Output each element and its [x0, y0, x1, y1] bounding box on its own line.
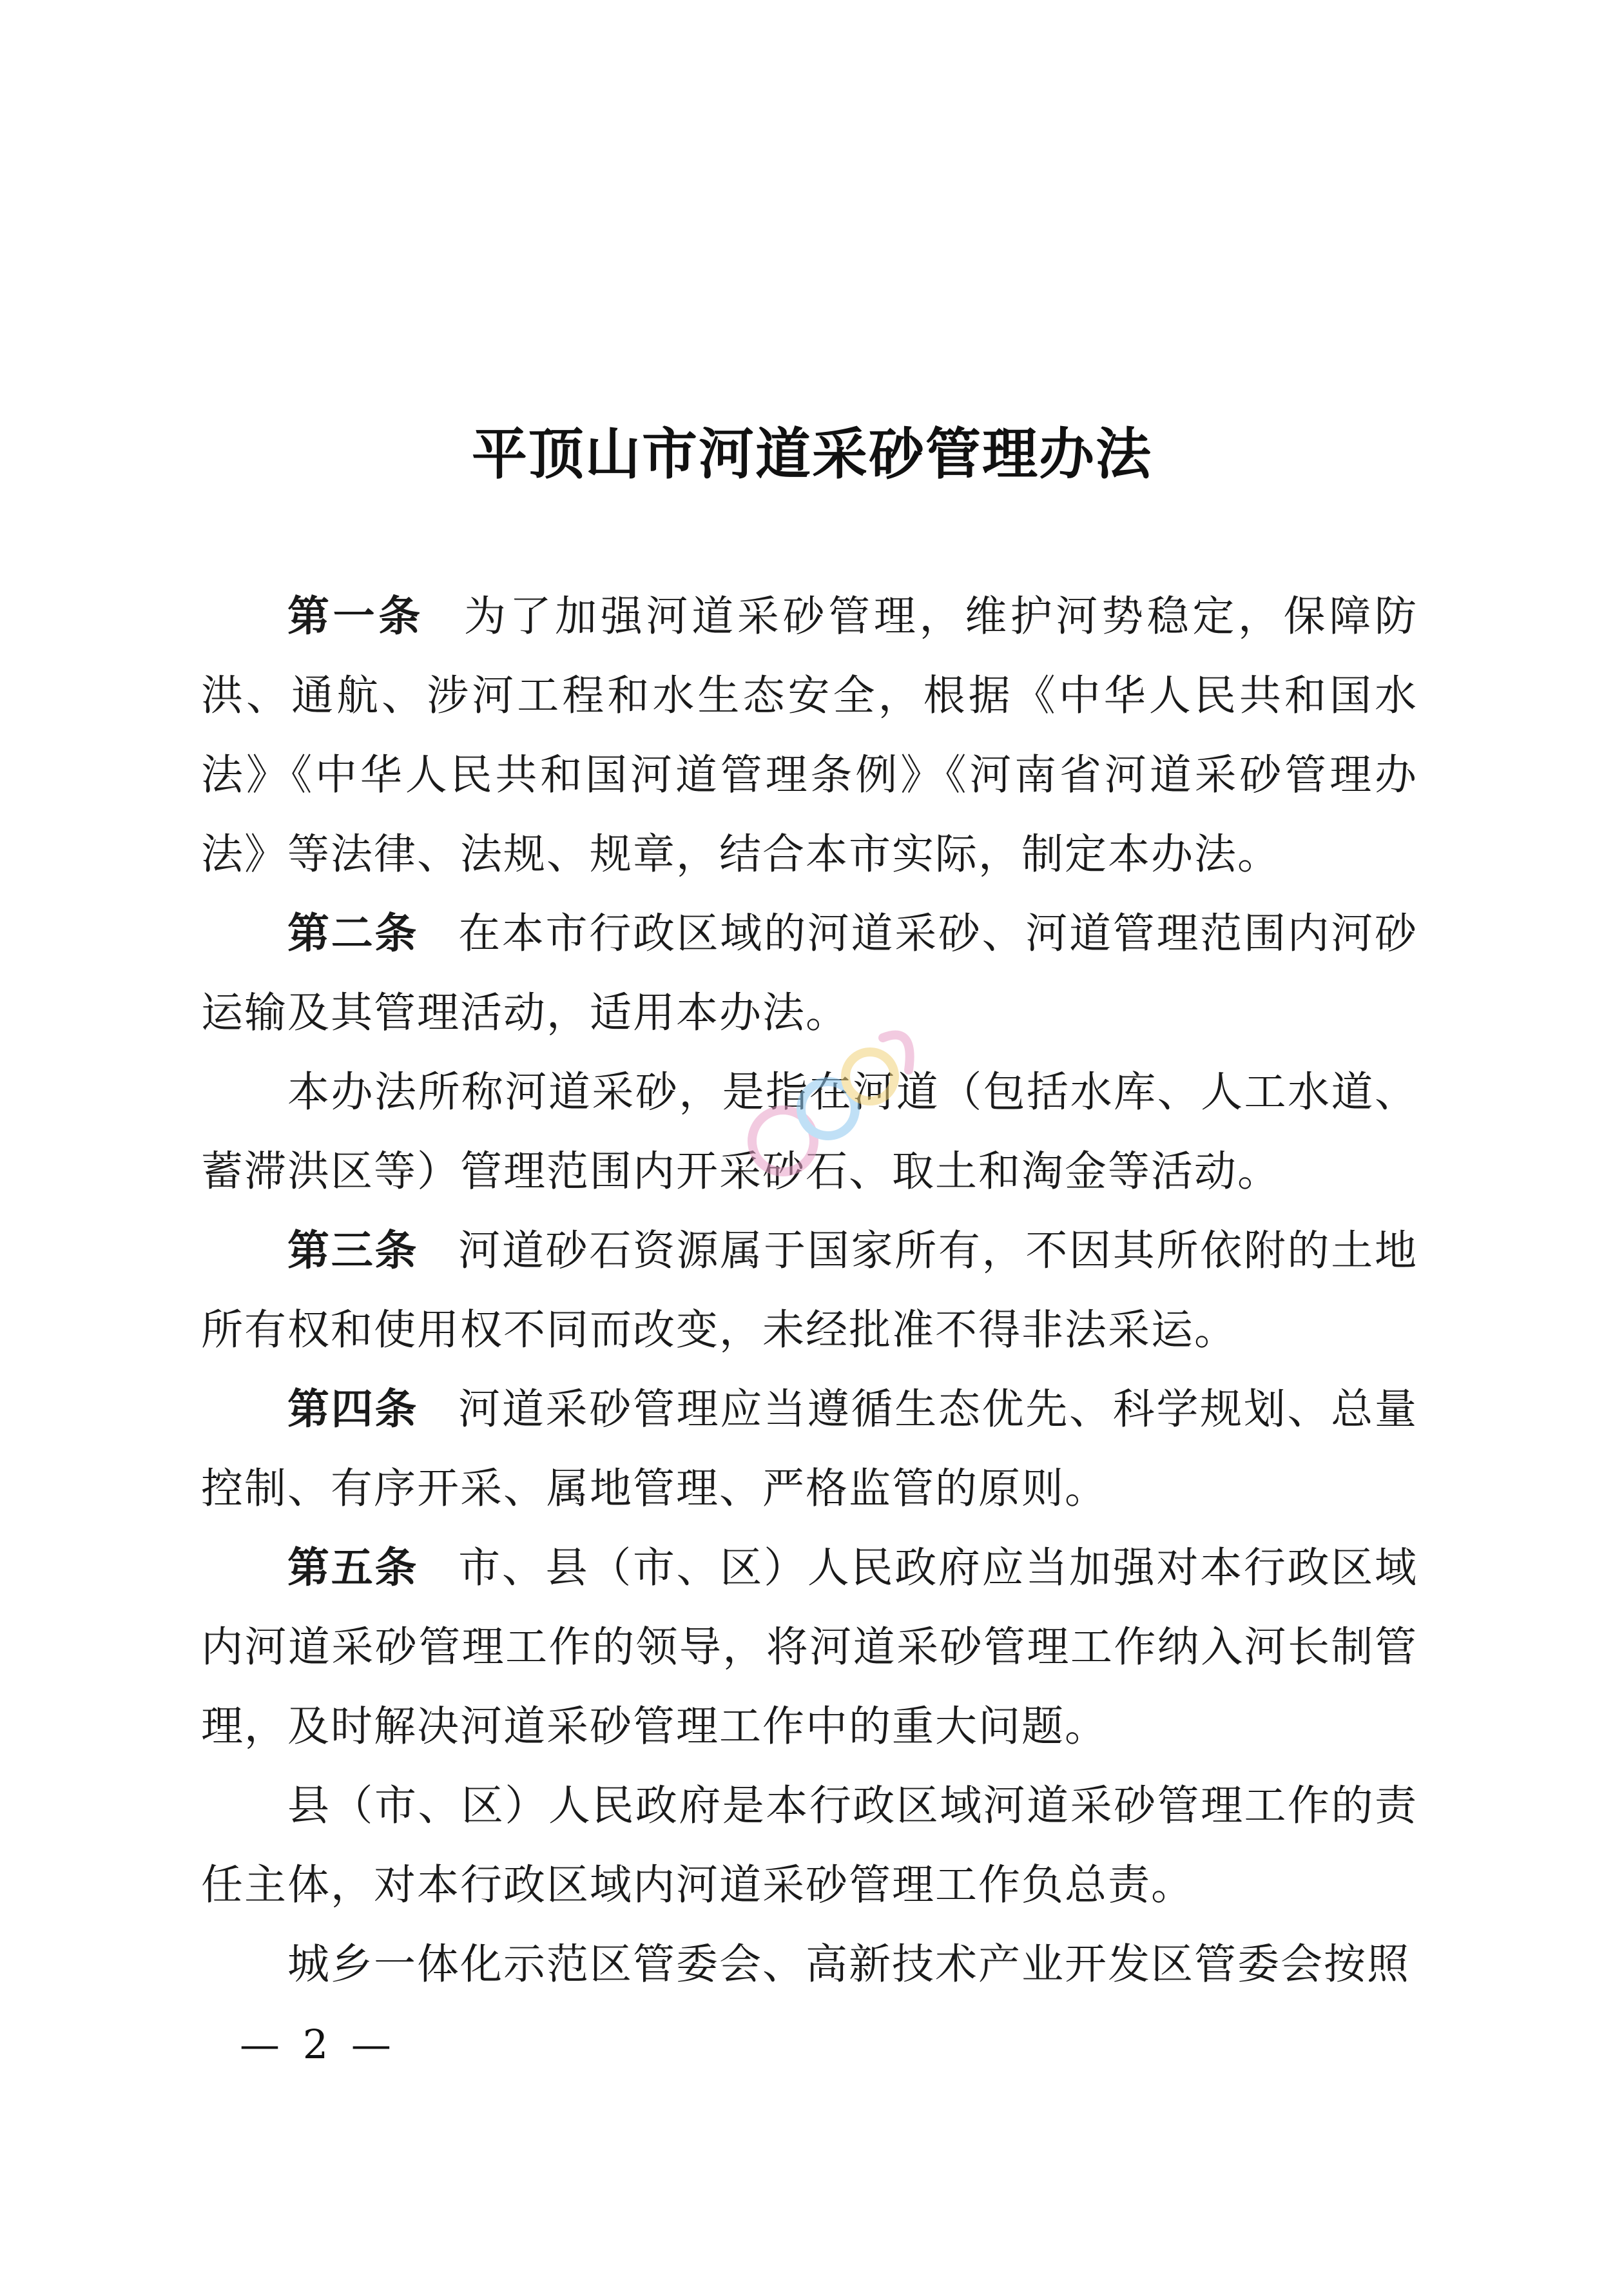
article-5: [201, 1528, 1418, 1766]
article-text: 县（市、区）人民政府是本行政区域河道采砂管理工作的责任主体，对本行政区域内河道采砂管理工作负总责。: [201, 1782, 1418, 1909]
article-text: 本办法所称河道采砂，是指在河道（包括水库、人工水道、蓄滞洪区等）管理范围内开采砂石、取土和淘金等活动。: [201, 1068, 1418, 1196]
article-label: 第二条: [287, 910, 419, 958]
article-label: 第五条: [287, 1544, 419, 1592]
article-3: [201, 1211, 1418, 1370]
article-text: 城乡一体化示范区管委会、高新技术产业开发区管委会按照: [287, 1940, 1411, 1989]
document-body: [201, 577, 1418, 2004]
article-text: 河道采砂管理应当遵循生态优先、科学规划、总量控制、有序开采、属地管理、严格监管的原则。: [201, 1385, 1418, 1513]
article-label: 第四条: [287, 1385, 419, 1434]
article-5-clause-continued: [201, 1925, 1418, 2004]
page-number: — 2 —: [240, 2021, 396, 2068]
article-text: 市、县（市、区）人民政府应当加强对本行政区域内河道采砂管理工作的领导，将河道采砂管理工作纳入河长制管理，及时解决河道采砂管理工作中的重大问题。: [201, 1544, 1418, 1751]
article-1: [201, 577, 1418, 894]
article-2-clause: [201, 1053, 1418, 1211]
article-text: 为了加强河道采砂管理，维护河势稳定，保障防洪、通航、涉河工程和水生态安全，根据《中华人民共和国水法》《中华人民共和国河道管理条例》《河南省河道采砂管理办法》等法律、法规、规章，结合本市实际，制定本办法。: [201, 592, 1418, 879]
article-text: 在本市行政区域的河道采砂、河道管理范围内河砂运输及其管理活动，适用本办法。: [201, 910, 1418, 1037]
article-label: 第一条: [287, 592, 424, 641]
document-title: 平顶山市河道采砂管理办法: [472, 422, 1152, 487]
article-5-clause: [201, 1766, 1418, 1925]
article-2: [201, 894, 1418, 1053]
article-label: 第三条: [287, 1227, 419, 1275]
article-4: [201, 1370, 1418, 1528]
article-text: 河道砂石资源属于国家所有，不因其所依附的土地所有权和使用权不同而改变，未经批准不得非法采运。: [201, 1227, 1418, 1354]
